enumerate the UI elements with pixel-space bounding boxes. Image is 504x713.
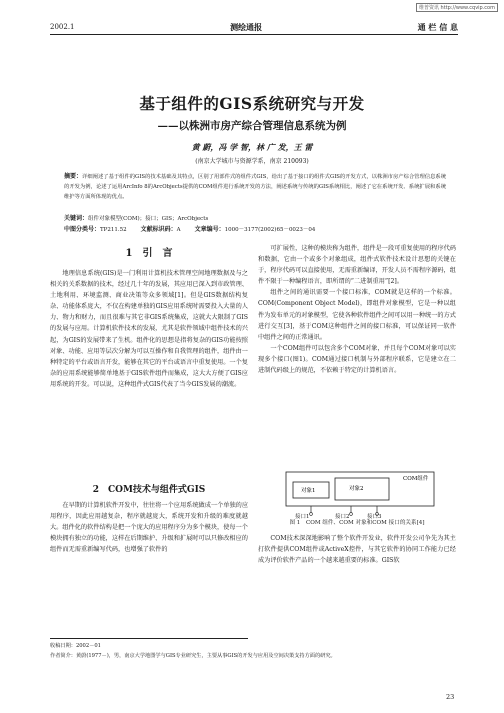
keywords-label: 关键词：: [64, 215, 89, 222]
com-impact-paragraph: COM技术深深地影响了整个软件开发业，软件开发公司争先为其主打软件提供COM组件或ActiveX控件，与其它软件的协同工作能力已经成为评价软件产品的一个越来越重要的标准。GIS软: [258, 535, 456, 565]
iface2-lollipop-icon: [350, 513, 353, 516]
journal-name: 测绘通报: [230, 21, 263, 32]
art-value: 1000－3177(2002)65－0023－04: [224, 227, 316, 233]
page-number: 23: [446, 693, 455, 701]
running-header: [50, 20, 458, 35]
iface1-label: 接口1: [295, 514, 310, 520]
keywords: [64, 213, 446, 222]
abstract-text: 详细阐述了基于组件的GIS的技术基础及其特点，区别了用部件式的组件式GIS，给出了基于接口的组件式GIS的开发方式，以株洲市房产综合管理信息系统的开发为例，论述了运用ArcInfo 8的ArcObjects提供的COM组件进行系统开发的方法，阐述系统与传统的GIS系统相比，阐述了它在系统开发、系统扩展和系统维护等方面所体现的优点。: [64, 174, 446, 200]
com-object-paragraph: 一个COM组件可以包含多个COM对象，并且每个COM对象可以实现多个接口(图1)。COM通过接口机制与外部程序联系，它是建立在二进制代码级上的规范，不依赖于特定的计算机语言。: [258, 344, 456, 375]
iface2-label: 接口2: [335, 514, 350, 520]
figure-caption: 图 1 COM 组件、COM 对象和COM 接口的关系[4]: [289, 520, 425, 526]
watermark: 维普资讯 http://www.cqvip.com: [416, 3, 498, 12]
clc-label: 中图分类号：: [64, 226, 101, 233]
clc-number: [64, 224, 127, 233]
keywords-text: 组件对象模型(COM)；接口；GIS；ArcObjects: [88, 216, 209, 222]
com-paragraph: 在早期的计算机软件开发中，往往将一个应用系统做成一个单独的应用程序，因此应用越复杂，程序就越庞大，系统开发和升级的难度就越大。组件化的软件结构是把一个庞大的应用程序分为多个模块，使每一个模块拥有独立的功能，这样在后期维护、升级和扩展时可以只修改相应的组件而无需重新编写代码，也增强了软件的: [50, 502, 249, 554]
classification-line: [64, 224, 446, 233]
article-number: [195, 224, 316, 233]
doc-code: [141, 224, 181, 233]
iface3-label: 接口3: [367, 514, 382, 520]
section-heading-intro: 1 引 言: [125, 248, 173, 259]
component-paragraph: 可扩展性，这种的模块称为组件，组件是一段可重复使用的程序代码和数据，它由一个或多个对象组成，组件式软件技术设计思想的关键在于，程序代码可以直接使用，无需重新编译，开发人员不需程序源码，组件不限于一种编程语言，即所谓的“二进制重用”[2]。: [258, 245, 457, 286]
doc-value: A: [176, 227, 181, 233]
intro-paragraph: 地理信息系统(GIS)是一门利用计算机技术管理空间地理数据及与之相关的关系数据的技术，经过几十年的发展，其应用已深入到市政管理、土地利用、环境监测、商业决策等众多领域[1]。但是GIS数据结构复杂、功能体系庞大，不仅在构建单独的GIS应用系统时需要投入大量的人力、物力和财力，而且很难与其它非GIS系统集成，这就大大限制了GIS的发展与应用。计算机软件技术的发展，尤其是软件领域中组件技术的兴起，为GIS的发展带来了生机。组件化的思想是指将复杂的GIS功能按照对象、功能、应用等层次分解为可以互操作和自我管理的组件，组件由一种特定的平台或语言开发，能够在其它的平台或语言中重复使用。一个复杂的应用系统能够简单地基于GIS软件组件而集成，这大大方便了GIS应用系统的开发。可以说，这种组件式GIS代表了当今GIS发展的潮流。: [50, 270, 248, 388]
abstract-label: 摘要：: [64, 173, 83, 180]
right-column-text: [258, 243, 456, 376]
column-name: 通 栏 信 息: [417, 21, 458, 32]
section-heading-com: 2 COM技术与组件式GIS: [92, 485, 206, 495]
com-diagram: [285, 466, 435, 518]
author-bio: 作者简介：黄蔚(1977－)，男，南京大学地图学与GIS专业研究生，主要从事GIS的开发与应用及空间决策支持方面的研究。: [50, 653, 336, 659]
issue-label: 2002.1: [50, 23, 75, 31]
com-standard-paragraph: 组件之间的通讯需要一个接口标准，COM就是这样的一个标准。COM(Component Object Model)，即组件对象模型，它是一种以组件为发布单元的对象模型，它使各种软件组件之间可以用一种统一的方式进行交互[3]，基于COM这种组件之间的接口标准，可以保证同一软件中组件之间的正常通讯。: [258, 289, 456, 341]
authors: 黄 蔚，冯 学 智，林 广 发，王 雷: [191, 142, 313, 152]
affiliation: (南京大学城市与资源学系，南京 210093): [195, 158, 309, 165]
component-label: COM组件: [403, 476, 429, 482]
doc-label: 文献标识码：: [140, 226, 177, 233]
object2-label: 对象2: [349, 486, 364, 492]
iface1-lollipop-icon: [310, 513, 313, 516]
footnote-rule: [50, 638, 248, 639]
object1-label: 对象1: [301, 488, 316, 494]
art-label: 文章编号：: [194, 226, 225, 233]
paper-title: 基于组件的GIS系统研究与开发: [139, 94, 365, 113]
abstract: [64, 172, 446, 202]
clc-value: TP211.52: [100, 227, 127, 233]
received-date: 收稿日期：2002－01: [50, 643, 101, 649]
paper-subtitle: ——以株洲市房产综合管理信息系统为例: [157, 120, 347, 132]
